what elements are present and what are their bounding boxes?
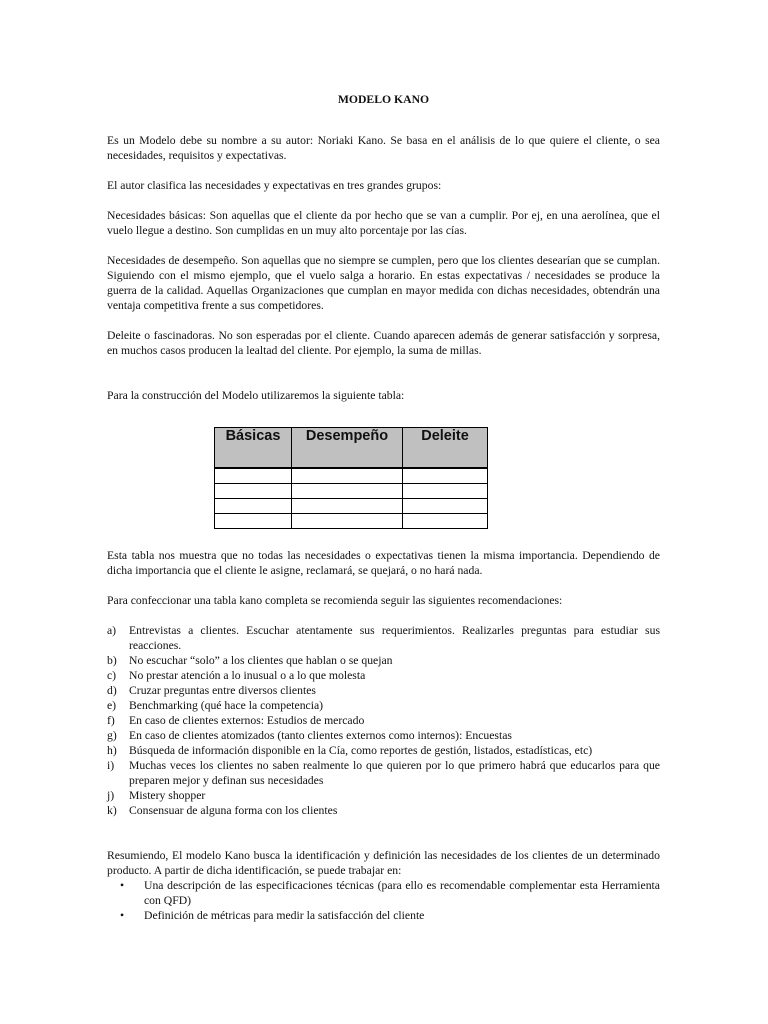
table-cell bbox=[403, 499, 488, 514]
table-cell bbox=[292, 499, 403, 514]
document-body bbox=[107, 92, 660, 923]
kano-table-header-row bbox=[215, 428, 488, 469]
list-marker: k) bbox=[107, 804, 117, 817]
list-marker: g) bbox=[107, 729, 117, 742]
kano-header-deleite: Deleite bbox=[403, 428, 488, 469]
list-item bbox=[107, 878, 660, 908]
list-item bbox=[107, 683, 660, 698]
table-row bbox=[215, 514, 488, 529]
paragraph-deleite: Deleite o fascinadoras. No son esperadas por el cliente. Cuando aparecen además de generar satisfacción y sorpresa, en muchos casos producen la lealtad del cliente. Por ejemplo, la suma de millas. bbox=[107, 329, 660, 357]
table-cell bbox=[215, 499, 292, 514]
list-item bbox=[107, 653, 660, 668]
table-cell bbox=[215, 484, 292, 499]
list-marker: h) bbox=[107, 744, 117, 757]
list-marker: j) bbox=[107, 789, 115, 802]
list-item bbox=[107, 788, 660, 803]
bullet-marker: • bbox=[120, 909, 125, 922]
list-marker: f) bbox=[107, 714, 115, 727]
table-cell bbox=[403, 468, 488, 484]
table-cell bbox=[215, 514, 292, 529]
table-row bbox=[215, 484, 488, 499]
list-item bbox=[107, 623, 660, 653]
recommendations-list bbox=[107, 623, 660, 818]
paragraph-basicas: Necesidades básicas: Son aquellas que el cliente da por hecho que se van a cumplir. Por ej, en una aerolínea, que el vuelo llegue a destino. Son cumplidas en un muy alto porcentaje por las cías. bbox=[107, 209, 660, 237]
summary-bullet-list bbox=[107, 878, 660, 923]
list-item-text: Consensuar de alguna forma con los clientes bbox=[129, 804, 338, 817]
list-item-text: Benchmarking (qué hace la competencia) bbox=[129, 699, 324, 712]
table-cell bbox=[403, 484, 488, 499]
list-item-text: Búsqueda de información disponible en la Cía, como reportes de gestión, listados, estadísticas, etc) bbox=[129, 744, 593, 757]
table-row bbox=[215, 468, 488, 484]
list-marker: e) bbox=[107, 699, 117, 712]
bullet-marker: • bbox=[120, 879, 125, 892]
table-row bbox=[215, 499, 488, 514]
list-item bbox=[107, 743, 660, 758]
paragraph-desempeno: Necesidades de desempeño. Son aquellas que no siempre se cumplen, pero que los clientes desearían que se cumplan. Siguiendo con el mismo ejemplo, que el vuelo salga a horario. En estas expectativas / necesidades se produce la guerra de la calidad. Aquellas Organizaciones que cumplan en mayor medida con dichas necesidades, obtendrán una ventaja competitiva frente a sus competidores. bbox=[107, 254, 660, 312]
list-marker: c) bbox=[107, 669, 117, 682]
table-cell bbox=[292, 468, 403, 484]
paragraph-table-explanation: Esta tabla nos muestra que no todas las necesidades o expectativas tienen la misma importancia. Dependiendo de dicha importancia que el cliente le asigne, reclamará, se quejará, o no hará nada. bbox=[107, 549, 660, 577]
paragraph-recommendations-intro: Para confeccionar una tabla kano completa se recomienda seguir las siguientes recomendaciones: bbox=[107, 594, 563, 607]
paragraph-groups: El autor clasifica las necesidades y expectativas en tres grandes grupos: bbox=[107, 179, 442, 192]
paragraph-intro: Es un Modelo debe su nombre a su autor: Noriaki Kano. Se basa en el análisis de lo que quiere el cliente, o sea necesidades, requisitos y expectativas. bbox=[107, 134, 660, 162]
list-item bbox=[107, 728, 660, 743]
list-marker: i) bbox=[107, 759, 115, 772]
kano-table bbox=[214, 427, 488, 529]
table-cell bbox=[292, 484, 403, 499]
list-item bbox=[107, 668, 660, 683]
list-item-text: Muchas veces los clientes no saben realmente lo que quieren por lo que primero habrá que educarlos para que preparen mejor y definan sus necesidades bbox=[129, 759, 660, 787]
list-item-text: Una descripción de las especificaciones técnicas (para ello es recomendable complementar esta Herramienta con QFD) bbox=[144, 879, 660, 907]
list-item-text: Cruzar preguntas entre diversos clientes bbox=[129, 684, 316, 697]
kano-header-basicas: Básicas bbox=[215, 428, 292, 469]
paragraph-summary: Resumiendo, El modelo Kano busca la identificación y definición las necesidades de los clientes de un determinado producto. A partir de dicha identificación, se puede trabajar en: bbox=[107, 849, 660, 877]
document-title: MODELO KANO bbox=[337, 93, 430, 106]
list-item bbox=[107, 713, 660, 728]
table-cell bbox=[215, 468, 292, 484]
list-item bbox=[107, 698, 660, 713]
list-marker: a) bbox=[107, 624, 117, 637]
list-item-text: No prestar atención a lo inusual o a lo que molesta bbox=[129, 669, 366, 682]
table-cell bbox=[292, 514, 403, 529]
list-item bbox=[107, 908, 660, 923]
kano-header-desempeno: Desempeño bbox=[292, 428, 403, 469]
list-item bbox=[107, 803, 660, 818]
list-item-text: En caso de clientes atomizados (tanto clientes externos como internos): Encuestas bbox=[129, 729, 512, 742]
list-item-text: Mistery shopper bbox=[129, 789, 206, 802]
list-item-text: Definición de métricas para medir la satisfacción del cliente bbox=[144, 909, 425, 922]
list-item-text: Entrevistas a clientes. Escuchar atentamente sus requerimientos. Realizarles preguntas para estudiar sus reacciones. bbox=[129, 624, 660, 652]
list-marker: b) bbox=[107, 654, 117, 667]
table-cell bbox=[403, 514, 488, 529]
list-item-text: No escuchar “solo” a los clientes que hablan o se quejan bbox=[129, 654, 393, 667]
paragraph-table-intro: Para la construcción del Modelo utilizaremos la siguiente tabla: bbox=[107, 389, 405, 402]
list-item bbox=[107, 758, 660, 788]
list-marker: d) bbox=[107, 684, 117, 697]
list-item-text: En caso de clientes externos: Estudios de mercado bbox=[129, 714, 365, 727]
